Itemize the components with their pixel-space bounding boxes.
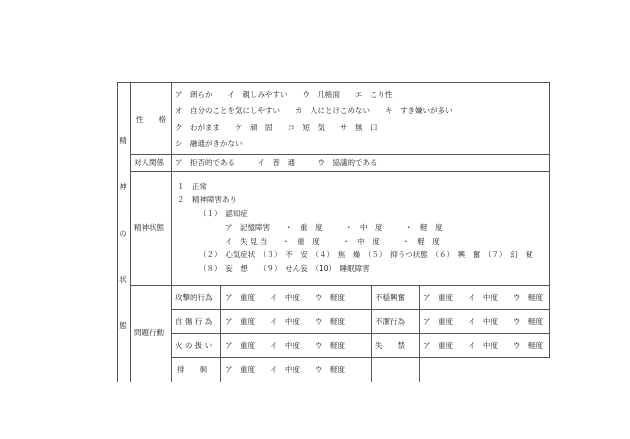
relations-value: ア 拒否的である イ 普 通 ウ 協議的である bbox=[175, 158, 378, 167]
col-divider bbox=[371, 285, 372, 382]
behavior-item-value: ア 重度 イ 中度 ウ 軽度 bbox=[423, 317, 543, 326]
section-title-char: 態 bbox=[119, 321, 127, 330]
behavior-item-label: 自 傷 行 為 bbox=[175, 317, 213, 326]
behavior-item-value: ア 重度 イ 中度 ウ 軽度 bbox=[225, 341, 345, 350]
row-divider bbox=[130, 285, 549, 286]
row-divider bbox=[171, 357, 549, 358]
col-divider bbox=[419, 285, 420, 382]
col-divider bbox=[171, 82, 172, 382]
row-divider bbox=[130, 171, 549, 172]
behavior-item-value: ア 重度 イ 中度 ウ 軽度 bbox=[423, 293, 543, 302]
mental-state-line: ２ 精神障害あり bbox=[177, 195, 237, 204]
behavior-item-label: 不穏興奮 bbox=[375, 293, 405, 302]
mental-state-line: １ 正常 bbox=[177, 182, 207, 191]
behavior-item-label: 失 禁 bbox=[375, 341, 405, 350]
behavior-item-label: 徘 徊 bbox=[177, 365, 207, 374]
section-title-char: 精 bbox=[119, 136, 127, 145]
section-title-char: 状 bbox=[119, 275, 127, 284]
row-divider bbox=[171, 309, 549, 310]
mental-state-line: イ 失 見 当 ・ 重 度 ・ 中 度 ・ 軽 度 bbox=[225, 237, 440, 246]
section-title-char: の bbox=[119, 229, 127, 238]
personality-option-line: ク わがまま ケ 頑 固 コ 短 気 サ 無 口 bbox=[175, 123, 378, 132]
mental-state-line: （８） 妄 想 （９） せん妄 （10） 睡眠障害 bbox=[199, 264, 370, 273]
row-divider bbox=[171, 333, 549, 334]
table-top-border bbox=[117, 82, 549, 83]
col-divider bbox=[130, 82, 131, 382]
personality-option-line: ア 朗らか イ 親しみやすい ウ 几帳面 エ こり性 bbox=[175, 90, 393, 99]
behavior-item-label: 不潔行為 bbox=[375, 317, 405, 326]
mental-state-line: （１） 認知症 bbox=[199, 209, 248, 218]
row-divider bbox=[130, 154, 549, 155]
relations-label: 対人関係 bbox=[134, 158, 164, 167]
table-right-border bbox=[549, 82, 550, 358]
behavior-label: 問題行動 bbox=[134, 328, 164, 337]
behavior-item-value: ア 重度 イ 中度 ウ 軽度 bbox=[225, 317, 345, 326]
mental-state-line: （２） 心気症状 （３） 不 安 （４） 焦 燥 （５） 抑うつ状態 （６） 興 奮 （７） 幻 覚 bbox=[199, 250, 533, 259]
behavior-item-label: 攻撃的行為 bbox=[175, 293, 213, 302]
personality-option-line: オ 自分のことを気にしやすい カ 人にとけこめない キ すき嫌いが多い bbox=[175, 106, 453, 115]
col-divider bbox=[220, 285, 221, 382]
mental-state-label: 精神状態 bbox=[134, 223, 164, 232]
behavior-item-label: 火 の 扱 い bbox=[175, 341, 213, 350]
behavior-item-value: ア 重度 イ 中度 ウ 軽度 bbox=[225, 365, 345, 374]
personality-label: 性 格 bbox=[136, 115, 166, 124]
personality-option-line: シ 融通がきかない bbox=[175, 139, 243, 148]
section-title-char: 神 bbox=[119, 182, 127, 191]
mental-state-line: ア 記憶障害 ・ 重 度 ・ 中 度 ・ 軽 度 bbox=[225, 223, 443, 232]
behavior-item-value: ア 重度 イ 中度 ウ 軽度 bbox=[225, 293, 345, 302]
behavior-item-value: ア 重度 イ 中度 ウ 軽度 bbox=[423, 341, 543, 350]
